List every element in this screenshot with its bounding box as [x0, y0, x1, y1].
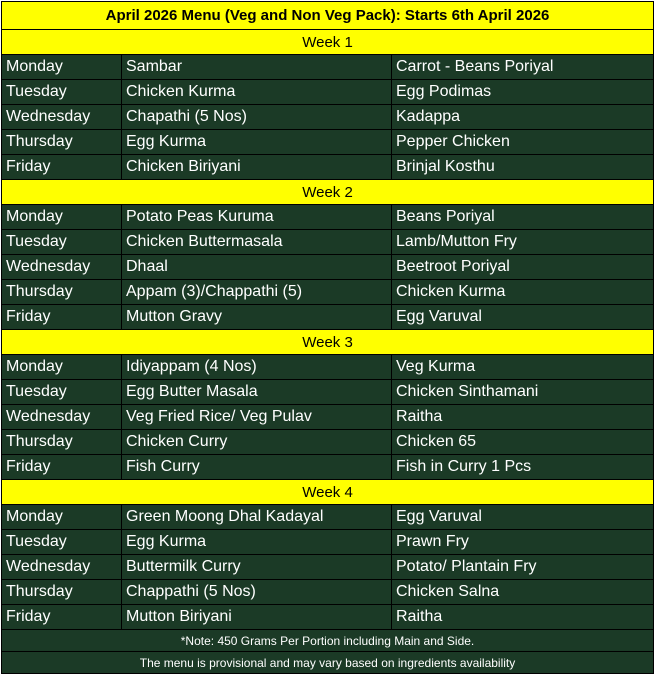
main-dish-cell: Potato Peas Kuruma [122, 205, 392, 230]
side-dish-cell: Pepper Chicken [392, 130, 654, 155]
week-label: Week 2 [2, 180, 654, 205]
side-dish-cell: Chicken 65 [392, 430, 654, 455]
week-header-row [2, 30, 654, 55]
week-header-row [2, 480, 654, 505]
day-cell: Wednesday [2, 555, 122, 580]
main-dish-cell: Egg Kurma [122, 130, 392, 155]
day-cell: Tuesday [2, 230, 122, 255]
main-dish-cell: Chicken Curry [122, 430, 392, 455]
main-dish-cell: Buttermilk Curry [122, 555, 392, 580]
side-dish-cell: Fish in Curry 1 Pcs [392, 455, 654, 480]
day-cell: Monday [2, 55, 122, 80]
note-row [2, 630, 654, 652]
main-dish-cell: Chapathi (5 Nos) [122, 105, 392, 130]
side-dish-cell: Kadappa [392, 105, 654, 130]
main-dish-cell: Chicken Buttermasala [122, 230, 392, 255]
main-dish-cell: Fish Curry [122, 455, 392, 480]
side-dish-cell: Chicken Kurma [392, 280, 654, 305]
side-dish-cell: Prawn Fry [392, 530, 654, 555]
day-cell: Friday [2, 155, 122, 180]
table-row [2, 405, 654, 430]
table-row [2, 505, 654, 530]
table-row [2, 105, 654, 130]
side-dish-cell: Chicken Salna [392, 580, 654, 605]
day-cell: Monday [2, 355, 122, 380]
day-cell: Monday [2, 205, 122, 230]
side-dish-cell: Beetroot Poriyal [392, 255, 654, 280]
day-cell: Thursday [2, 430, 122, 455]
day-cell: Tuesday [2, 530, 122, 555]
day-cell: Thursday [2, 580, 122, 605]
table-row [2, 580, 654, 605]
table-row [2, 605, 654, 630]
main-dish-cell: Veg Fried Rice/ Veg Pulav [122, 405, 392, 430]
week-header-row [2, 180, 654, 205]
main-dish-cell: Chicken Biriyani [122, 155, 392, 180]
main-dish-cell: Dhaal [122, 255, 392, 280]
note-row [2, 652, 654, 674]
table-row [2, 230, 654, 255]
main-dish-cell: Egg Butter Masala [122, 380, 392, 405]
day-cell: Monday [2, 505, 122, 530]
day-cell: Thursday [2, 130, 122, 155]
table-row [2, 555, 654, 580]
day-cell: Wednesday [2, 105, 122, 130]
main-dish-cell: Egg Kurma [122, 530, 392, 555]
side-dish-cell: Egg Varuval [392, 305, 654, 330]
table-row [2, 255, 654, 280]
table-row [2, 205, 654, 230]
day-cell: Friday [2, 455, 122, 480]
footnote-text: The menu is provisional and may vary based on ingredients availability [2, 652, 654, 674]
day-cell: Friday [2, 305, 122, 330]
main-dish-cell: Idiyappam (4 Nos) [122, 355, 392, 380]
week-label: Week 4 [2, 480, 654, 505]
table-row [2, 430, 654, 455]
table-row [2, 455, 654, 480]
main-dish-cell: Green Moong Dhal Kadayal [122, 505, 392, 530]
day-cell: Wednesday [2, 255, 122, 280]
side-dish-cell: Egg Podimas [392, 80, 654, 105]
menu-title: April 2026 Menu (Veg and Non Veg Pack): Starts 6th April 2026 [2, 2, 654, 30]
table-row [2, 130, 654, 155]
side-dish-cell: Chicken Sinthamani [392, 380, 654, 405]
side-dish-cell: Raitha [392, 605, 654, 630]
table-row [2, 530, 654, 555]
side-dish-cell: Lamb/Mutton Fry [392, 230, 654, 255]
day-cell: Tuesday [2, 80, 122, 105]
day-cell: Tuesday [2, 380, 122, 405]
table-row [2, 80, 654, 105]
week-header-row [2, 330, 654, 355]
table-row [2, 305, 654, 330]
side-dish-cell: Beans Poriyal [392, 205, 654, 230]
title-row [2, 2, 654, 30]
footnote-text: *Note: 450 Grams Per Portion including Main and Side. [2, 630, 654, 652]
main-dish-cell: Chappathi (5 Nos) [122, 580, 392, 605]
side-dish-cell: Raitha [392, 405, 654, 430]
menu-body [2, 2, 654, 674]
menu-table [1, 1, 654, 674]
table-row [2, 380, 654, 405]
main-dish-cell: Mutton Biriyani [122, 605, 392, 630]
day-cell: Wednesday [2, 405, 122, 430]
table-row [2, 355, 654, 380]
week-label: Week 1 [2, 30, 654, 55]
table-row [2, 155, 654, 180]
table-row [2, 280, 654, 305]
side-dish-cell: Brinjal Kosthu [392, 155, 654, 180]
day-cell: Thursday [2, 280, 122, 305]
side-dish-cell: Potato/ Plantain Fry [392, 555, 654, 580]
table-row [2, 55, 654, 80]
side-dish-cell: Egg Varuval [392, 505, 654, 530]
week-label: Week 3 [2, 330, 654, 355]
day-cell: Friday [2, 605, 122, 630]
main-dish-cell: Chicken Kurma [122, 80, 392, 105]
main-dish-cell: Mutton Gravy [122, 305, 392, 330]
main-dish-cell: Appam (3)/Chappathi (5) [122, 280, 392, 305]
side-dish-cell: Carrot - Beans Poriyal [392, 55, 654, 80]
side-dish-cell: Veg Kurma [392, 355, 654, 380]
main-dish-cell: Sambar [122, 55, 392, 80]
